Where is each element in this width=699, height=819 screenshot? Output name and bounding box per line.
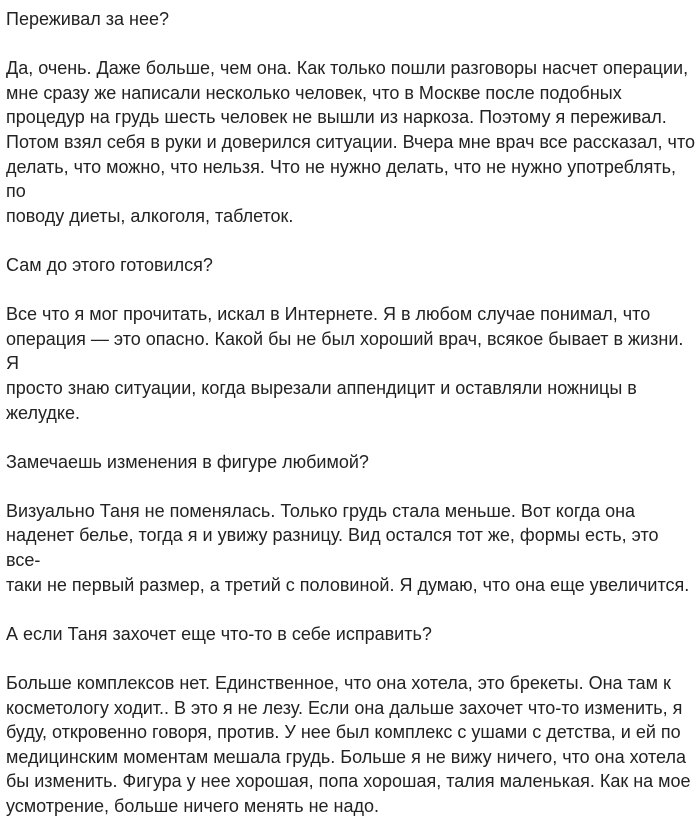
interview-question: Переживал за нее? xyxy=(6,9,169,29)
interview-answer: Да, очень. Даже больше, чем она. Как только пошли разговоры насчет операции, мне сразу же написали несколько человек, что в Москве после подобных процедур на грудь шесть человек не вышли из наркоза. Поэтому я переживал. Потом взял себя в руки и доверился ситуации. Вчера мне врач все рассказал, что делать, что можно, что нельзя. Что не нужно делать, что не нужно употреблять, по поводу диеты, алкоголя, таблеток. xyxy=(6,58,695,226)
interview-article xyxy=(6,0,696,819)
paragraph-gap xyxy=(6,278,696,303)
paragraph-gap xyxy=(6,597,696,622)
paragraph-gap xyxy=(6,32,696,57)
interview-question: Замечаешь изменения в фигуре любимой? xyxy=(6,451,369,472)
paragraph-gap xyxy=(6,228,696,253)
paragraph-gap xyxy=(6,474,696,499)
interview-answer: Визуально Таня не поменялась. Только грудь стала меньше. Вот когда она наденет белье, тогда я и увижу разницу. Вид остался тот же, формы есть, это все- таки не первый размер, а третий с половиной. Я думаю, что она еще увеличится. xyxy=(6,500,690,595)
paragraph-gap xyxy=(6,646,696,671)
interview-question: Сам до этого готовился? xyxy=(6,254,213,275)
interview-answer: Больше комплексов нет. Единственное, что она хотела, это брекеты. Она там к косметологу ходит.. В это я не лезу. Если она дальше захочет что-то изменить, я буду, откровенно говоря, против. У нее был комплекс с ушами с детства, и ей по медицинским моментам мешала грудь. Больше я не вижу ничего, что она хотела бы изменить. Фигура у нее хорошая, попа хорошая, талия маленькая. Как на мое усмотрение, больше ничего менять не надо. xyxy=(6,673,691,816)
paragraph-gap xyxy=(6,425,696,450)
interview-question: А если Таня захочет еще что-то в себе исправить? xyxy=(6,623,432,644)
interview-answer: Все что я мог прочитать, искал в Интернете. Я в любом случае понимал, что операция — это опасно. Какой бы не был хороший врач, всякое бывает в жизни. Я просто знаю ситуации, когда вырезали аппендицит и оставляли ножницы в желудке. xyxy=(6,304,684,423)
